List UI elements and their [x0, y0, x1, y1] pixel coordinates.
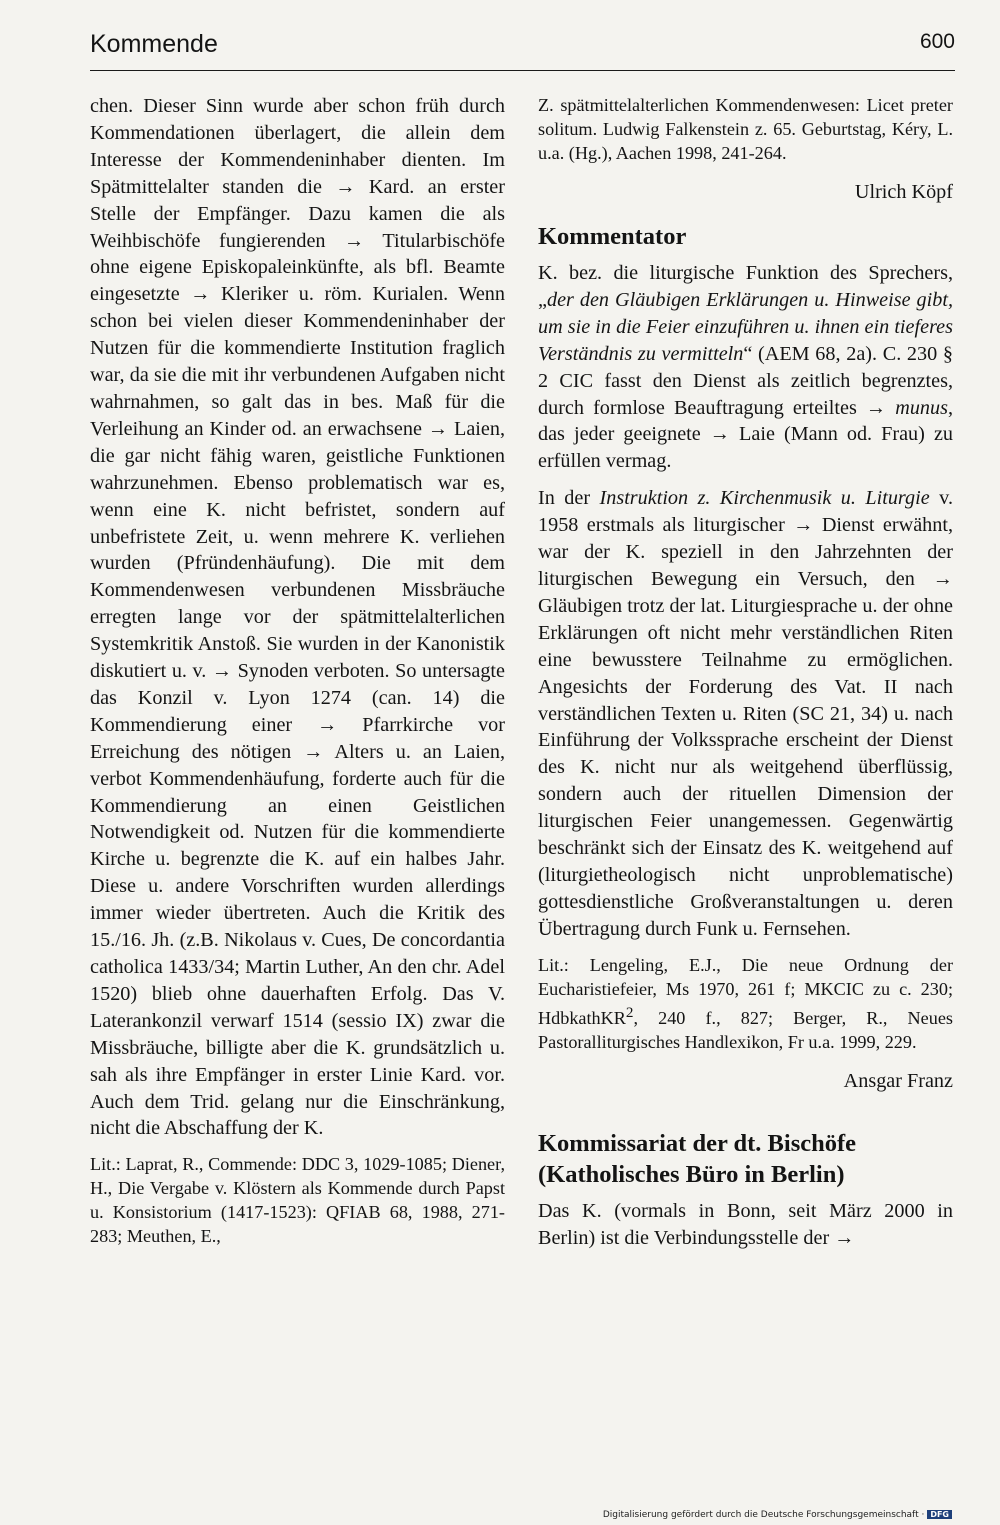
entry-heading-kommentator: Kommentator [538, 223, 687, 250]
article-paragraph-2 [538, 485, 953, 942]
right-column [538, 93, 953, 1252]
italic-quote: der den Gläubigen Erklärungen u. Hinweise gibt, um sie in die Feier einzuführen u. ihnen ein tieferes Verständnis zu vermitteln [538, 288, 953, 365]
author-signature-2: Ansgar Franz [843, 1069, 953, 1092]
text-run: In der [538, 487, 600, 510]
dfg-logo-icon: DFG [927, 1510, 952, 1519]
text-run: “ (AEM 68, 2a). C. 230 § 2 CIC fasst den Dienst als zeitlich begrenztes, durch formlose Beauftragung erteiltes → [538, 342, 953, 419]
footer-text: Digitalisierung gefördert durch die Deutsche Forschungsgemeinschaft · [602, 1510, 925, 1520]
left-column [90, 93, 505, 1248]
text-run: v. 1958 erstmals als liturgischer → Dienst erwähnt, war der K. speziell in den Jahrzehnten der liturgischen Bewegung ein Versuch, den → Gläubigen trotz der lat. Liturgiesprache u. der ohne Erklärungen oft nicht mehr verständlichen Riten eine bewusstere Teilnahme zu ermöglichen. Angesichts der Forderung des Vat. II nach verständlichen Texten u. Riten (SC 21, 34) u. nach Einführung der Volkssprache erscheint der Dienst des K. nicht nur als weitgehend überflüssig, sondern auch der rituellen Dimension der liturgischen Feier unangemessen. Gegenwärtig beschränkt sich der Einsatz des K. weitgehend auf (liturgietheologisch nicht unproblematische) gottesdienstliche Großveranstaltungen u. deren Übertragung durch Funk u. Fernsehen. [538, 487, 953, 940]
author-signature-1: Ulrich Köpf [854, 181, 953, 203]
page-number: 600 [919, 30, 955, 53]
text-run: , 240 f., 827; Berger, R., Neues Pastoralliturgisches Handlexikon, Fr u.a. 1999, 229. [538, 1007, 953, 1052]
entry-heading-kommissariat: Kommissariat der dt. Bischöfe (Katholisches Büro in Berlin) [538, 1129, 857, 1188]
literature-kommende: Lit.: Laprat, R., Commende: DDC 3, 1029-1085; Diener, H., Die Vergabe v. Klöstern als Kommende durch Papst u. Konsistorium (1417-1523): QFIAB 68, 1988, 271-283; Meuthen, E., [90, 1154, 505, 1247]
italic-title: Instruktion z. Kirchenmusik u. Liturgie [599, 487, 930, 510]
literature-kommende-continued: Z. spätmittelalterlichen Kommendenwesen: Licet preter solitum. Ludwig Falkenstein z. 65. Geburtstag, Kéry, L. u.a. (Hg.), Aachen 1998, 241-264. [538, 95, 953, 163]
footer-credit [603, 1510, 952, 1520]
text-run: , das jeder geeignete → Laie (Mann od. Frau) zu erfüllen vermag. [538, 396, 953, 473]
article-paragraph-3: Das K. (vormals in Bonn, seit März 2000 in Berlin) ist die Verbindungsstelle der → [538, 1199, 953, 1249]
text-run: K. bez. die liturgische Funktion des Sprechers, „ [538, 262, 953, 311]
literature-kommentator [538, 953, 953, 1054]
running-title: Kommende [90, 30, 218, 58]
text-run: Lit.: Lengeling, E.J., Die neue Ordnung der Eucharistiefeier, Ms 1970, 261 f; MKCIC zu c. 230; HdbkathKR [538, 954, 953, 1028]
article-body-kommende: chen. Dieser Sinn wurde aber schon früh durch Kommendationen überlagert, die allein dem Interesse der Kommendeninhaber dienten. Im Spätmittelalter standen die → Kard. an erster Stelle der Empfänger. Dazu kamen die als Weihbischöfe fungierenden → Titularbischöfe ohne eigene Episkopaleinkünfte, als bfl. Beamte eingesetzte → Kleriker u. röm. Kurialen. Wenn schon bei vielen dieser Kommendeninhaber der Nutzen für die kommendierte Institution fraglich war, da sie die mit ihr verbundenen Aufgaben nicht wahrnahmen, so galt das in bes. Maß für die Verleihung an Kinder od. an erwachsene → Laien, die gar nicht fähig waren, geistliche Funktionen wahrzunehmen. Ebenso problematisch war es, wenn eine K. nicht befristet, sondern auf unbefristete Zeit, u. wenn mehrere K. verliehen wurden (Pfründenhäufung). Die mit dem Kommendenwesen verbundenen Missbräuche erregten lange vor der spätmittelalterlichen Systemkritik Anstoß. Sie wurden in der Kanonistik diskutiert u. v. → Synoden verboten. So untersagte das Konzil v. Lyon 1274 (can. 14) die Kommendierung einer → Pfarrkirche vor Erreichung des nötigen → Alters u. an Laien, verbot Kommendenhäufung, forderte auch für die Kommendierung an einen Geistlichen Notwendigkeit od. Nutzen für die kommendierte Kirche u. begrenzte die K. auf ein halbes Jahr. Diese u. andere Vorschriften wurden allerdings immer wieder übertreten. Auch die Kritik des 15./16. Jh. (z.B. Nikolaus v. Cues, De concordantia catholica 1433/34; Martin Luther, An den chr. Adel 1520) blieb ohne dauerhaften Erfolg. Das V. Laterankonzil verwarf 1514 (sessio IX) zwar die Missbräuche, billigte aber die K. grundsätzlich u. sah als ihre Empfänger in erster Linie Kard. vor. Auch dem Trid. gelang nur die Einschränkung, nicht die Abschaffung der K. [90, 95, 505, 1140]
superscript: 2 [625, 1003, 634, 1021]
article-paragraph-1 [538, 260, 953, 475]
italic-term: munus [895, 396, 948, 419]
running-header [90, 30, 955, 71]
